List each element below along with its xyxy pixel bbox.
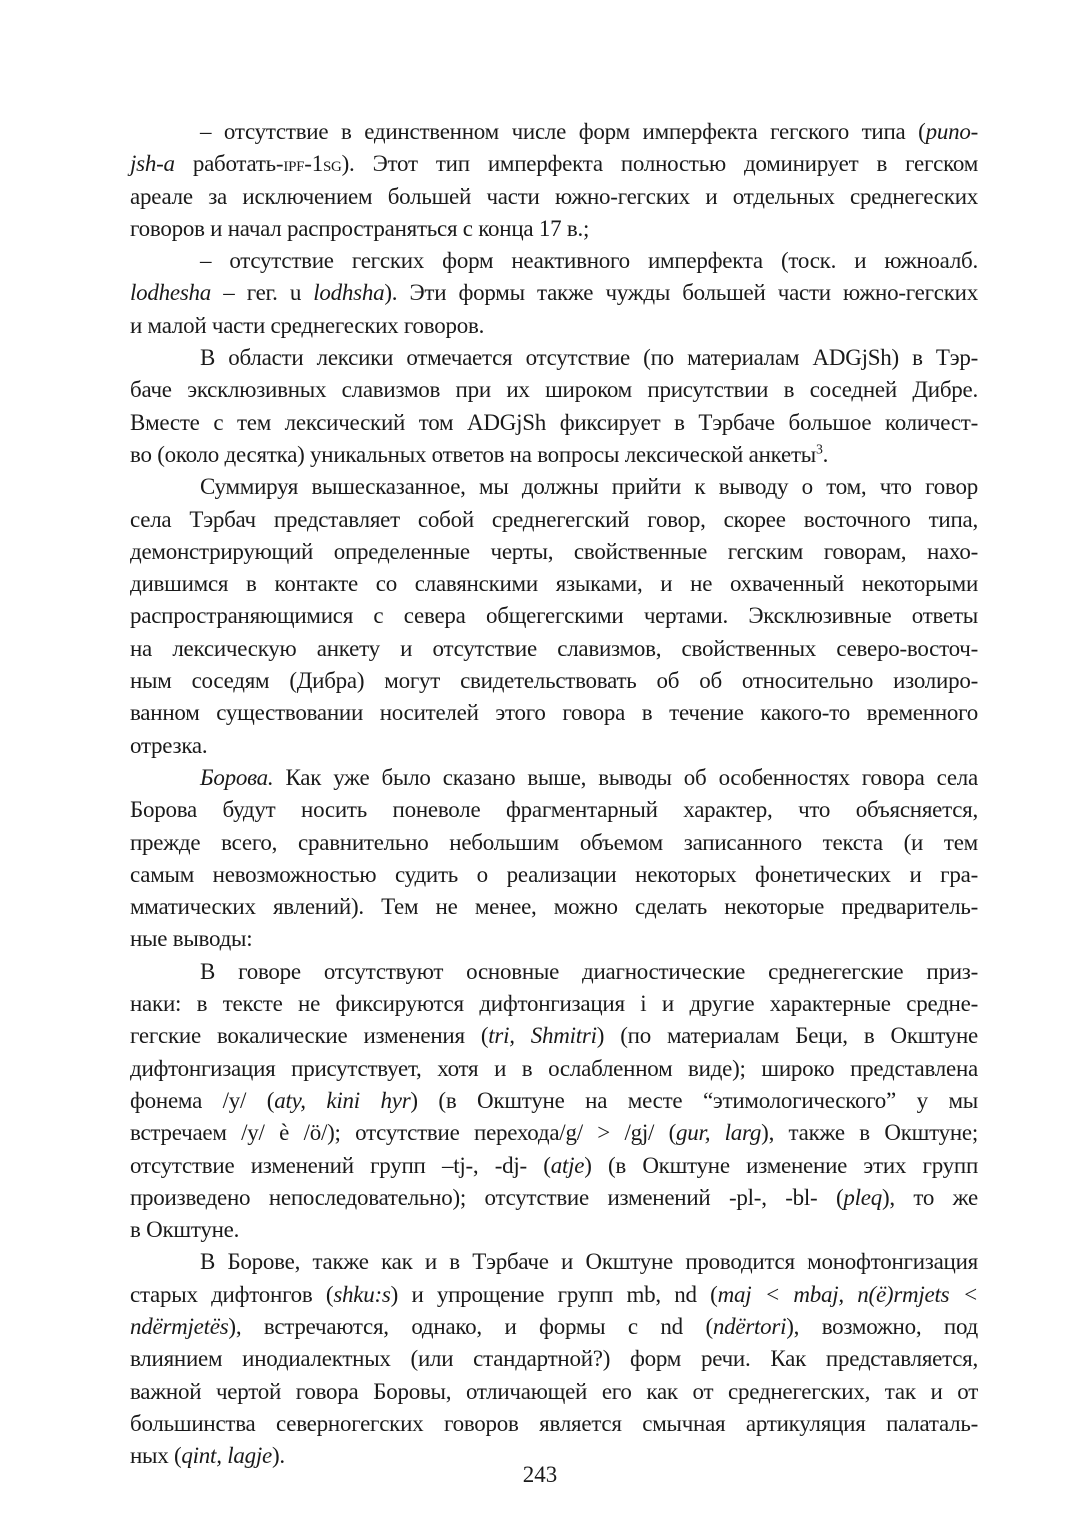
text-line [130, 181, 978, 213]
text-segment: ), также в Окштуне; [761, 1120, 978, 1146]
text-line [130, 245, 978, 277]
text-segment: Борова будут носить поневоле фрагментарный характер, что объясняется, [130, 797, 978, 823]
text-line [130, 859, 978, 891]
paragraph [130, 471, 978, 762]
text-line [130, 600, 978, 632]
text-segment: наки: в тексте не фиксируются дифтонгизация i и другие характерные средне- [130, 991, 978, 1017]
text-segment: важной чертой говора Боровы, отличающей его как от среднегегских, так и от [130, 1378, 978, 1404]
text-segment: ) (в Окштуне изменение этих групп [584, 1152, 979, 1178]
text-line [130, 1246, 978, 1278]
text-segment: В Борове, также как и в Тэрбаче и Окштуне проводится монофтонгизация [200, 1249, 978, 1275]
text-segment: во (около десятка) уникальных ответов на вопросы лексической анкеты [130, 441, 816, 467]
paragraph [130, 1246, 978, 1472]
footnote-ref: 3 [815, 441, 823, 457]
text-segment: произведено непоследовательно); отсутствие изменений -pl-, -bl- ( [130, 1184, 844, 1210]
text-line [130, 536, 978, 568]
text-segment: . [822, 441, 829, 467]
italic-text: atje [550, 1152, 585, 1178]
text-line [130, 1408, 978, 1440]
text-line [130, 1343, 978, 1375]
text-line [130, 213, 978, 245]
italic-text: lodhsha [313, 280, 385, 306]
italic-text: tri, Shmitri [488, 1023, 597, 1049]
body-text [130, 116, 978, 1472]
text-segment: В области лексики отмечается отсутствие (по материалам ADGjSh) в Тэр- [200, 345, 978, 371]
text-line [130, 697, 978, 729]
text-segment: – отсутствие гегских форм неактивного имперфекта (тоск. и южноалб. [200, 248, 978, 274]
text-segment: ванном существовании носителей этого говора в течение какого-то временного [130, 700, 978, 726]
text-segment: Суммируя вышесказанное, мы должны прийти к выводу о том, что говор [200, 474, 978, 500]
text-line [130, 1376, 978, 1408]
text-line [130, 1182, 978, 1214]
text-segment: села Тэрбач представляет собой среднегегский говор, скорее восточного типа, [130, 506, 978, 532]
text-segment: отрезка. [130, 732, 208, 758]
text-segment: ) и упрощение групп mb, nd ( [390, 1281, 718, 1307]
text-segment: ных ( [130, 1443, 182, 1469]
italic-text: puno- [925, 119, 978, 144]
text-segment: влиянием инодиалектных (или стандартной?) форм речи. Как представляется, [130, 1346, 978, 1372]
text-line [130, 471, 978, 503]
text-line [130, 568, 978, 600]
italic-text: aty, kini hyr [274, 1087, 411, 1113]
text-line [130, 1311, 978, 1343]
italic-text: ndërtori [712, 1313, 787, 1339]
text-segment: на лексическую анкету и отсутствие славизмов, свойственных северо-восточ- [130, 635, 978, 661]
text-line [130, 504, 978, 536]
text-segment: отсутствие изменений групп –tj-, -dj- ( [130, 1152, 551, 1178]
text-line [130, 665, 978, 697]
text-segment: sg [322, 152, 342, 177]
text-segment: ). [271, 1443, 285, 1469]
text-line [130, 794, 978, 826]
italic-text: maj < mbaj, n(ë)rmjets < [717, 1281, 978, 1307]
text-line [130, 1150, 978, 1182]
text-segment: старых дифтонгов ( [130, 1281, 334, 1307]
text-segment: работать- [174, 151, 284, 177]
italic-text: jsh-a [130, 151, 175, 177]
text-segment: ), возможно, под [786, 1313, 979, 1339]
text-line [130, 1085, 978, 1117]
text-segment: дившимся в контакте со славянскими языками, и не охваченный некоторыми [130, 571, 978, 597]
text-line [130, 988, 978, 1020]
paragraph [130, 245, 978, 342]
paragraph [130, 956, 978, 1247]
text-segment: гегские вокалические изменения ( [130, 1023, 489, 1049]
text-segment: фонема /y/ ( [130, 1087, 275, 1113]
text-line [130, 439, 978, 471]
text-segment: ). Этот тип имперфекта полностью доминирует в гегском [341, 151, 978, 177]
paragraph [130, 762, 978, 956]
text-segment: ареале за исключением большей части южно-гегских и отдельных среднегеских [130, 183, 978, 209]
text-segment: -1 [304, 151, 323, 177]
text-segment: баче эксклюзивных славизмов при их широком присутствии в соседней Дибре. [130, 377, 978, 403]
text-segment: и малой части среднегеских говоров. [130, 312, 485, 338]
text-line [130, 633, 978, 665]
text-segment: Вместе с тем лексический том ADGjSh фиксирует в Тэрбаче большое количест- [130, 409, 978, 435]
text-line [130, 148, 978, 180]
text-line [130, 1053, 978, 1085]
text-segment: прежде всего, сравнительно небольшим объемом записанного текста (и тем [130, 829, 978, 855]
text-segment: В говоре отсутствуют основные диагностические среднегегские приз- [200, 958, 978, 984]
text-segment: дифтонгизация присутствует, хотя и в ослабленном виде); широко представлена [130, 1055, 978, 1081]
italic-text: ndërmjetës [130, 1313, 229, 1339]
text-segment: ным соседям (Дибра) могут свидетельствовать об об относительно изолиро- [130, 668, 978, 694]
text-line [130, 374, 978, 406]
text-segment: самым невозможностью судить о реализации некоторых фонетических и гра- [130, 861, 978, 887]
text-segment: ) (в Окштуне на месте “этимологического” у мы [410, 1087, 979, 1113]
text-segment: большинства северногегских говоров является смычная артикуляция палаталь- [130, 1410, 978, 1436]
italic-text: qint, lagje [181, 1443, 272, 1469]
italic-text: gur, larg [676, 1120, 762, 1146]
text-segment: ные выводы: [130, 926, 253, 952]
text-segment: ), то же [881, 1184, 978, 1210]
page-number: 243 [522, 1462, 558, 1487]
text-segment: распространяющимися с севера общегегскими чертами. Эксклюзивные ответы [130, 603, 978, 629]
text-segment: ipf [283, 152, 305, 177]
text-line [130, 1020, 978, 1052]
text-segment: ) (по материалам Беци, в Окштуне [596, 1023, 979, 1049]
text-line [130, 277, 978, 309]
text-segment: демонстрирующий определенные черты, свойственные гегским говорам, нахо- [130, 538, 978, 564]
paragraph [130, 342, 978, 471]
italic-text: lodhesha [130, 280, 212, 306]
text-segment: Как уже было сказано выше, выводы об особенностях говора села [273, 764, 978, 790]
text-line [130, 891, 978, 923]
italic-text: shku:s [333, 1281, 391, 1307]
text-line [130, 342, 978, 374]
italic-text: pleq [843, 1184, 882, 1210]
italic-text: Борова. [200, 764, 274, 790]
text-line [130, 956, 978, 988]
text-segment: говоров и начал распространяться с конца 17 в.; [130, 215, 590, 241]
text-segment: мматических явлений). Тем не менее, можно сделать некоторые предваритель- [130, 894, 978, 920]
text-segment: в Окштуне. [130, 1217, 240, 1243]
text-line [130, 827, 978, 859]
text-segment: ). Эти формы также чужды большей части южно-гегских [384, 280, 978, 306]
text-segment: встречаем /y/ è /ö/); отсутствие перехода/g/ > /gj/ ( [130, 1120, 677, 1146]
text-line [130, 1214, 978, 1246]
text-line [130, 407, 978, 439]
text-line [130, 923, 978, 955]
text-line [130, 1279, 978, 1311]
text-line [130, 730, 978, 762]
text-line [130, 762, 978, 794]
text-line [130, 116, 978, 148]
text-segment: ), встречаются, однако, и формы с nd ( [228, 1313, 713, 1339]
paragraph [130, 116, 978, 245]
text-segment: – отсутствие в единственном числе форм имперфекта гегского типа ( [200, 119, 926, 144]
text-line [130, 1117, 978, 1149]
text-line [130, 310, 978, 342]
text-segment: – гег. u [211, 280, 314, 306]
